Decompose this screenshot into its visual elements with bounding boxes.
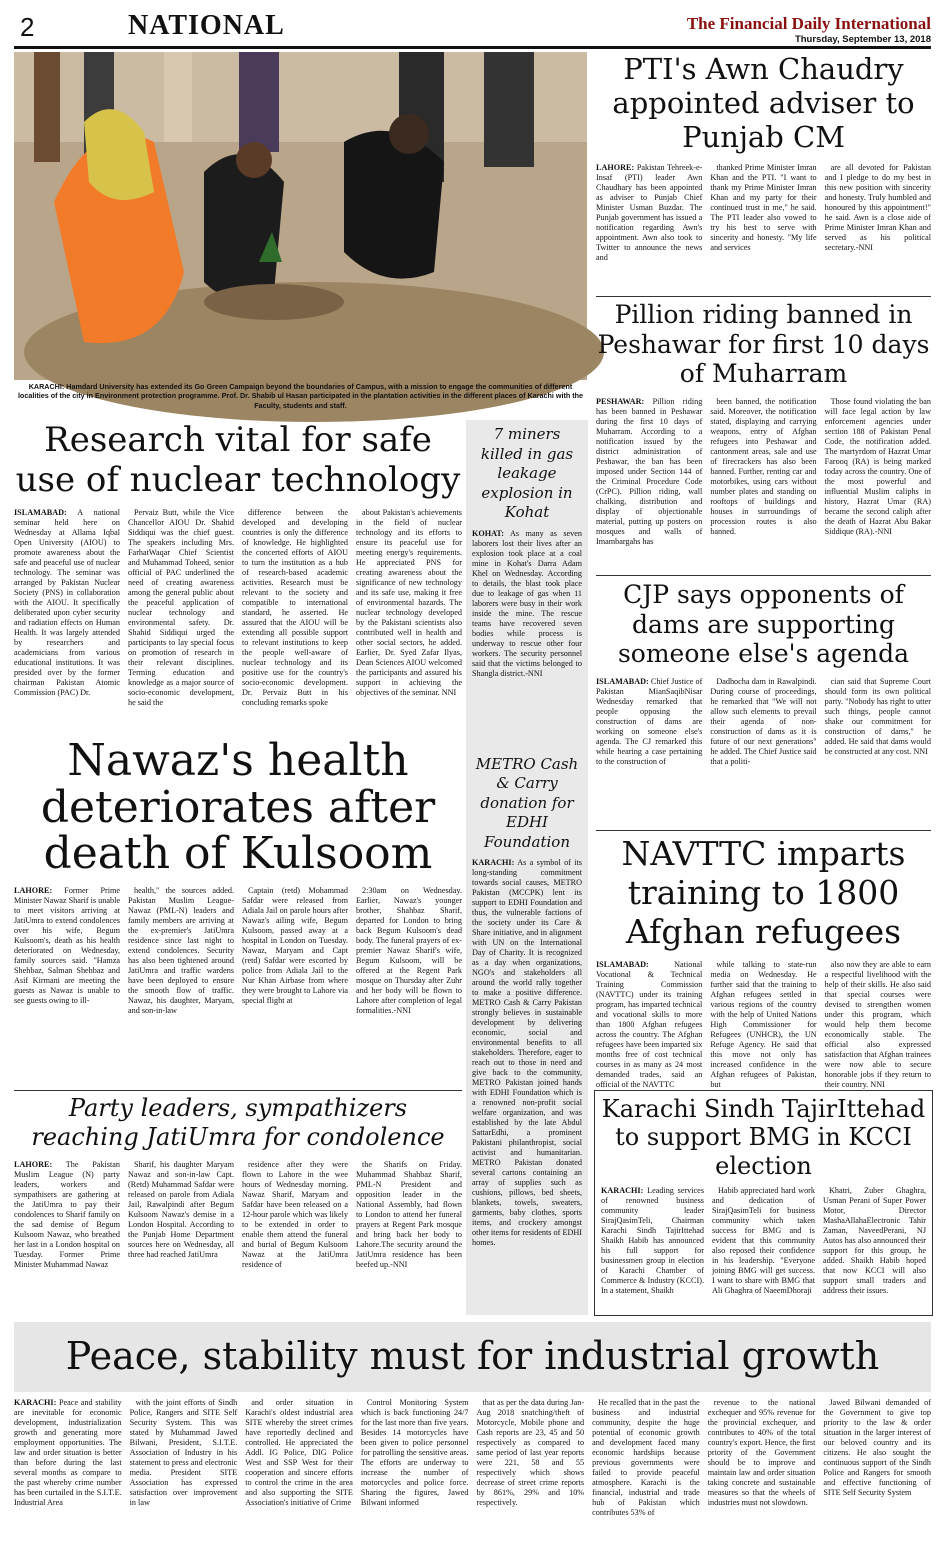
photo-caption: KARACHI: Hamdard University has extended its Go Green Campaign beyond the boundaries of Campus, with a mission to engage the communities of different localities of the city in Environment protection programme. Prof. Dr. Shabib ul Hasan participated in the plantation activities in the different places of Karachi with the Faculty, students and staff. <box>17 382 584 410</box>
article-text: Jawed Bilwani demanded of the Government to give top priority to the law & order situation in the larger interest of our beloved country and its citizens. He also sought the continuous support of the Sindh Police and Rangers for smooth and effective functioning of SITE Self Security System <box>823 1398 931 1497</box>
headline: Peace, stability must for industrial growth <box>65 1334 880 1378</box>
headline: 7 miners killed in gas leakage explosion in Kohat <box>480 425 574 521</box>
article-text: Habib appreciated hard work and dedication of SirajQasimTeli for business community which taken success for BMG and is evident that this community also reposed their confidence in his leadership. "Everyone joining BMG will get success. I want to share with BMG that Ali Ghaghra of NaeemDhoraji <box>712 1185 815 1295</box>
article-text: with the joint efforts of Sindh Police, Rangers and SITE Self Security System. This was stated by Muhammad Jawed Bilwani, President, S.I.T.E. Association of Industry in his statement to press and electronic media. President SITE Association has expressed satisfaction over improvement in law <box>129 1398 238 1507</box>
article-kcci <box>594 1090 933 1316</box>
article-text: thanked Prime Minister Imran Khan and the PTI. "I want to thank my Prime Minister Imran Khan and my party for their continued trust in me," he said. The PTI leader also vowed to try his best to serve with sincerity and honesty. "My life and services <box>710 162 817 252</box>
article-peace <box>14 1398 931 1544</box>
article-text: The Pakistan Muslim League (N) party leaders, workers and sympathisers are gathering at the JatiUmra to pay their condolences to Sharif family on the sad demise of Begum Kulsoom Nawaz, who breathed her last in a London hospital on Tuesday. Former Prime Minister Muhammad Nawaz <box>14 1159 120 1269</box>
news-photo <box>14 52 587 380</box>
article-text: revenue to the national exchequer and 95% revenue for the provincial exchequer, and contributes to 40% of the total country's export. Hence, the first priority of the Government should be to improve and maintain law and order situation taking concrete and sustainable measures so that the wheels of industries must not slowdown. <box>707 1398 816 1507</box>
article-text: Captain (retd) Mohammad Safdar were released from Adiala Jail on parole hours after Nawaz's ailing wife, Begum Kulsoom, passed away at a hospital in London on Tuesday. Nawaz, Maryam and Capt (retd) Safdar were escorted by police from Adiala Jail to the Nur Khan Airbase from where they were brought to Lahore via special flight at <box>242 885 348 1005</box>
masthead <box>687 14 931 45</box>
headline: METRO Cash & Carry donation for EDHI Foundation <box>475 754 579 851</box>
article-text: difference between the developed and developing countries is only the difference of knowledge. He highlighted the concerted efforts of AIOU to turn the institution as a hub of research-based academic activities. Research must be relevant to the society and compatible to international standard, he asserted. He assured that the AIOU will be extending all possible support to relevant institutions to keep the people well-aware of nuclear technology and its positive use for the country's socio-economic development. Dr. Pervaiz Butt in his concluding remarks spoke <box>242 508 348 708</box>
dateline: KARACHI: <box>14 1398 57 1407</box>
article-text: and order situation in Karachi's oldest industrial area SITE whereby the street crimes have reportedly declined and controlled. He appreciated the Addl. IG Police, DIG Police West and SSP West for their cooperation and sincere efforts to control the crime in the area and also supporting the SITE Association's initiative of Crime <box>245 1398 353 1507</box>
headline: Party leaders, sympathizers reaching JatiUmra for condolence <box>31 1094 445 1151</box>
headline-banner <box>14 1322 931 1392</box>
dateline: LAHORE: <box>14 1159 53 1169</box>
article-text: Dadhocha dam in Rawalpindi. During course of proceedings, he remarked that "We will not allow such elements to prevail their agenda of non-construction of dams as it is future of our next generations" he added. The Chief Justice said that a politi- <box>710 676 817 766</box>
article-text: Pillion riding has been banned in Peshawar during the first 10 days of Muharram. According to a notification issued by the district administration of Peshawar, the ban has been imposed under Section 144 of the Criminal Procedure Code (CrPC). Pillion riding, wall chalking, distribution and display of objectionable material, putting up posters on mosques and walls of Imambargahs has <box>596 396 703 546</box>
dateline: KARACHI: <box>472 858 515 867</box>
article-pillion <box>596 300 931 567</box>
section-title: NATIONAL <box>128 10 285 41</box>
article-text: Pakistan Tehreek-e-Insaf (PTI) leader Awn Chaudhary has been appointed as adviser to Punjab Chief Minister Usman Buzdar. The Punjab government has issued a notification regarding Awn's appointment. Awn also took to Twitter to announce the news and <box>596 162 703 262</box>
article-text: residence after they were flown to Lahore in the wee hours of Wednesday morning. Nawaz Sharif, Maryam and Safdar have been released on a 12-hour parole which was likely to be extended in order to enable them attend the funeral and burial of Begum Kulsoom Nawaz at the JatiUmra residence of <box>242 1159 348 1269</box>
divider <box>14 1090 462 1091</box>
article-text: Sharif, his daughter Maryam Nawaz and son-in-law Capt. (Retd) Muhammad Safdar were released on parole from Adiala Jail, Rawalpindi after Begum Kulsoom Nawaz's demise in a London Hospital. According to the Punjab Home Department sources here on Wednesday, all three had reached JatiUmra <box>128 1159 234 1259</box>
divider <box>596 296 931 297</box>
headline: PTI's Awn Chaudry appointed adviser to Punjab CM <box>612 52 915 155</box>
article-text: Khatri, Zuber Ghaghra, Usman Perani of Super Power Motor, Director MashaAllahaElectronic Tahir Zaman, NaveedPerani, NJ Autos has also announced their support for this group, he added. Shaikh Habib hoped that now KCCI will also support small traders and address their issues. <box>823 1185 926 1295</box>
dateline: KOHAT: <box>472 528 504 538</box>
article-text: Chief Justice of Pakistan MianSaqibNisar Wednesday remarked that people opposing the construction of dams are working on someone else's agenda. The CJ remarked this while hearing a case pertaining to the construction of <box>596 676 703 766</box>
dateline: ISLAMABAD: <box>596 676 649 686</box>
article-text: the Sharifs on Friday. Muhammad Shahbaz Sharif, PML-N President and opposition leader in the National Assembly, had flown to London to attend her funeral prayers at Regent Park mosque and bring back her body to Lahore.The security around the JatiUmra residence has been beefed up.-NNI <box>356 1159 462 1269</box>
article-text: also now they are able to earn a respectful livelihood with the help of their skills. He also said that special courses were devised to strengthen women under this program, which would help them become economically stable. The official also expressed satisfaction that Afghan trainees were now able to secure honorable jobs if they return to their country. NNI <box>824 959 931 1089</box>
dateline: KARACHI: <box>601 1185 644 1195</box>
masthead-date: Thursday, September 13, 2018 <box>794 34 931 45</box>
dateline: LAHORE: <box>596 162 635 172</box>
article-text: Those found violating the ban will face legal action by law enforcement agencies under section 188 of Pakistan Penal Code, the notification added. The martyrdom of Hazrat Umar Farooq (RA) is being marked today across the country. One of the most powerful and influential Muslim caliphs in history, Hazrat Umar (RA) became the second caliph after the death of Hazrat Abu Bakar Siddique (RA).-NNI <box>824 396 931 536</box>
top-rule <box>14 46 931 49</box>
article-text: Peace and stability are inevitable for economic development, industrialization growth and generating more employment opportunities. The law and order situation is better than before during the last several months as compare to the past whereby crime number has been curtailed in the S.I.T.E. Industrial Area <box>14 1398 122 1507</box>
dateline: LAHORE: <box>14 885 53 895</box>
headline: NAVTTC imparts training to 1800 Afghan refugees <box>621 834 906 951</box>
article-text: about Pakistan's achievements in the field of nuclear technology and its efforts to ensure its peaceful use for meeting energy's requirements. He appreciated PNS for creating awareness about the significance of new technology and its safe use, making it free of environmental hazards. The nuclear technology developed by the Pakistani scientists also contributed well in health and other social sectors, he added. Earlier, Dr. Syed Zafar Ilyas, Dean Sciences AIOU welcomed the participants and assured his support in achieving the objectives of the seminar. NNI <box>356 508 462 698</box>
divider <box>596 830 931 831</box>
headline: Karachi Sindh TajirIttehad to support BMG in KCCI election <box>601 1095 926 1180</box>
article-text: cian said that Supreme Court should form its own political party. "Nobody has right to utter such things, people cannot shake our commitment for construction of dams," he added. He said that dams would be constructed at any cost. NNI <box>824 676 931 756</box>
article-text: National Vocational & Technical Training Commission (NAVTTC) under its training program, has imparted technical and vocational skills to more than 1800 Afghan refugees across the country. The Afghan refugees have been imparted six months free of cost technical courses in as many as 24 most demanded trades, said an official of the NAVTTC <box>596 959 703 1089</box>
article-nawaz <box>14 735 462 1026</box>
plantation-photo-illustration <box>14 52 587 380</box>
article-party <box>14 1094 462 1310</box>
sidebar <box>466 420 588 1315</box>
article-text: A national seminar held here on Wednesday at Allama Iqbal Open University (AIOU) to promote awareness about the safe and peaceful use of nuclear technology. The seminar was arranged by Pakistan Nuclear Society (PNS) in collaboration with the AIOU. It specifically deliberated upon cyber security and radiation effects on Human Health. It was largely attended by researchers and academicians from various educational institutions. It was presided over by the former chairman Pakistan Atomic Commission (PAC) Dr. <box>14 508 120 698</box>
article-text: health," the sources added. Pakistan Muslim League-Nawaz (PML-N) leaders and family members are arriving at the ex-premier's JatiUmra residence since last night to extend condolences. Security has also been tightened around JatiUmra and traffic wardens have been deployed to ensure the smooth flow of traffic. Nawaz, his daughter, Maryam, and son-in-law <box>128 885 234 1015</box>
headline: Nawaz's health deteriorates after death of Kulsoom <box>40 735 436 880</box>
article-text: Pervaiz Butt, while the Vice Chancellor AIOU Dr. Shahid Siddiqui was the chief guest. The speakers including Mrs. FarhatWaqar Chief Scientist and Muhammad Toheed, senior official of PAC underlined the need of creating awareness among the general public about the peaceful application of nuclear technology and environmental safety. Dr. Shahid Siddiqui urged the participants to lay special focus on promotion of research in their relevant disciplines. Terming education and knowledge as a major source of socio-economic development, he said the <box>128 508 234 708</box>
article-text: He recalled that in the past the business and industrial community, despite the huge potential of economic growth and development faced many economic hardships because previous governments were failed to provide peaceful atmosphere. Karachi is the financial, industrial and trade hub of Pakistan which contributes 53% of <box>592 1398 700 1517</box>
article-text: are all devoted for Pakistan and I pledge to do my best in this new position with sincerity and honesty. Truly humbled and honoured by this appointment!" he said. Awn is a close aide of Prime Minister Imran Khan and served as his political secretary.-NNI <box>824 162 931 252</box>
divider <box>596 575 931 576</box>
article-text: As many as seven laborers lost their lives after an explosion took place at a coal mine in Kohat's Darra Adam Khel on Wednesday. According to details, the blast took place due to leakage of gas when 11 laborers were busy in their work inside the mine. The rescue teams have recovered seven bodies while process is underway to rescue other four workers. The security personnel said that the victims belonged to Shangla district.-NNI <box>472 528 582 678</box>
article-text: while talking to state-run media on Wednesday. He further said that the training to Afghan refugees settled in various regions of the country with the help of United Nations High Commissioner for Refugees (UNHCR), the UN Refuge Agency. He said that this move not only has increased confidence in the Afghan refugees of Pakistan, but <box>710 959 817 1089</box>
article-text: 2:30am on Wednesday. Earlier, Nawaz's younger brother, Shahbaz Sharif, departed for London to bring back Begum Kulsoom's dead body. The funeral prayers of ex-premier Nawaz Sharif's wife, Begum Kulsoom, will be offered at the Regent Park mosque on Thursday after Zuhr and her body will be flown to Lahore after completion of legal formalities.-NNI <box>356 885 462 1015</box>
headline: Pillion riding banned in Peshawar for first 10 days of Muharram <box>597 300 930 388</box>
article-text: Former Prime Minister Nawaz Sharif is unable to meet visitors arriving at JatiUmra to extend condolences over his wife, Begum Kulsoom's, death as his health deteriorated on Wednesday, family sources said. "Hamza Shehbaz, Salman Shehbaz and Asif Kirmani are meeting the guests as Nawaz is unable to see guests owing to ill- <box>14 885 120 1005</box>
article-cjp <box>596 580 931 787</box>
article-navttc <box>596 835 931 1128</box>
article-research <box>14 420 462 738</box>
article-text: that as per the data during Jan-Aug 2018 snatching/theft of Motorcycle, Mobile phone and Cash reports are 23, 45 and 50 respectively as compared to same period of last year reports were 221, 58 and 55 respectively which shows decrease of street crime reports by 861%, 29% and 10% respectively. <box>476 1398 585 1507</box>
dateline: ISLAMABAD: <box>596 959 649 969</box>
page-number: 2 <box>20 12 35 42</box>
headline: Research vital for safe use of nuclear technology <box>15 420 461 501</box>
dateline: PESHAWAR: <box>596 396 645 406</box>
article-awn <box>596 52 931 289</box>
article-text: Leading services of renowned business community leader SirajQasimTeli, Chairman Karachi Sindh TajirIttehad Shaikh Habib has announced his full support for businessmen group in election of Karachi Chamber of Commerce & Industry (KCCI). In a statement, Shaikh <box>601 1185 704 1295</box>
masthead-title: The Financial Daily International <box>686 14 931 33</box>
article-text: been banned, the notification said. Moreover, the notification stated, displaying and carrying weapons, entry of Afghan refugees into Peshawar and cantonment areas, sale and use of firecrackers has also been banned. Further, renting car and motorbikes, using cars without number plates and standing on rooftops of buildings and houses in surroundings of procession routes is also banned. <box>710 396 817 536</box>
dateline: ISLAMABAD: <box>14 508 67 518</box>
article-text: Control Monitoring System which is back functioning 24/7 for the last more than five years. Besides 14 motorcycles have been given to police personnel for patrolling the sensitive areas. The efforts are underway to increase the number of motorcycles and police force. Sharing the figures, Jawed Bilwani informed <box>360 1398 469 1507</box>
article-text: As a symbol of its long-standing commitment towards social causes, METRO Pakistan (MCCPK) lent its support to EDHI Foundation and thus, the vulnerable factions of the society under its Care & Share initiative, and in alignment with UN on the International Day of Charity. It is recognized as a day when organizations, NGO's and stakeholders all around the world rally together to make a positive difference. METRO Cash & Carry Pakistan strongly believes in sustainable development by delivering economic, social and environmental benefits to all stakeholders. Therefore, eager to reach out to those in need and give back to the community, METRO Pakistan joined hands with EDHI Foundation which is a renowned non-profit social welfare organization, and was established by the late Abdul SattarEdhi, a prominent Pakistani philanthropist, social activist and humanitarian. METRO Pakistan donated several cartons containing an array of supplies such as cushions, pillows, bed sheets, blankets, towels, sweaters, garments, baby clothes, sports items, and crockery amongst other items for residents of EDHI homes. <box>472 858 582 1247</box>
headline: CJP says opponents of dams are supporting someone else's agenda <box>617 580 910 668</box>
